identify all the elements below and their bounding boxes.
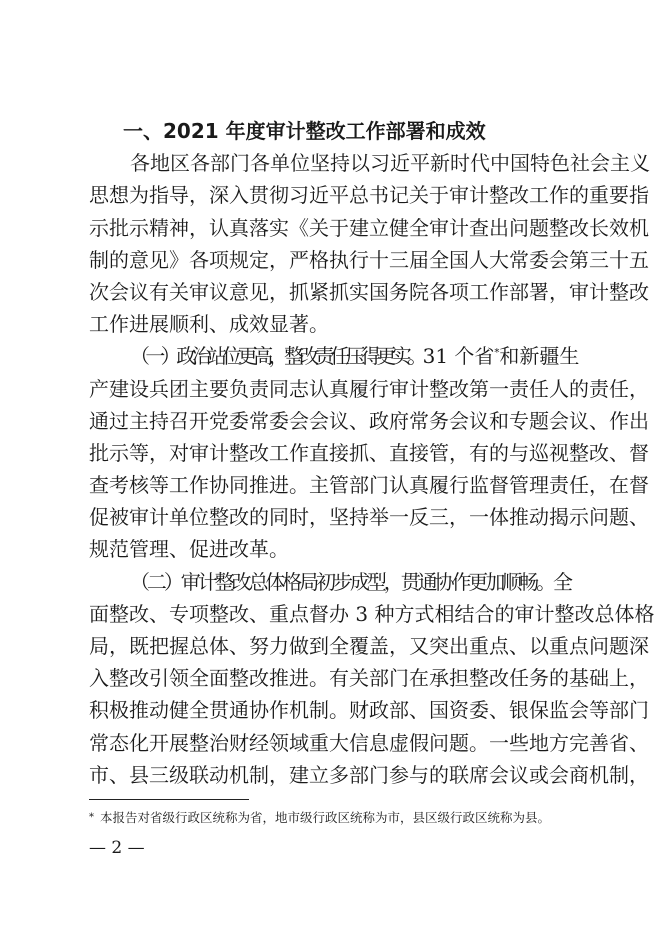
text-line [89,340,580,372]
text-line: 查考核等工作协同推进。主管部门认真履行监督管理责任，在督 [89,473,649,498]
text-line: 通过主持召开党委常委会会议、政府常务会议和专题会议、作出 [89,408,649,433]
text-line: 产建设兵团主要负责同志认真履行审计整改第一责任人的责任， [89,376,649,401]
text-line: 局，既把握总体、努力做到全覆盖，又突出重点、以重点问题深 [89,634,649,658]
subheading-lead: （二）审计整改总体格局初步成型，贯通协作更加顺畅。 [130,569,553,594]
text-run: 全 [553,569,573,594]
section-heading: 一、2021 年度审计整改工作部署和成效 [123,119,486,143]
text-line: 积极推动健全贯通协作机制。财政部、国资委、银保监会等部门 [89,698,649,723]
text-line: 各地区各部门各单位坚持以习近平新时代中国特色社会主义 [130,151,650,176]
footnote-text: 本报告对省级行政区统称为省，地市级行政区统称为市，县区级行政区统称为县。 [100,810,551,825]
text-line [89,566,573,598]
text-run: 31 个省 [422,344,495,369]
text-line: 工作进展顺利、成效显著。 [89,312,329,337]
text-line: 入整改引领全面整改推进。有关部门在承担整改任务的基础上， [89,666,649,691]
paragraph-1 [89,147,650,340]
page-number: — 2 — [89,838,145,858]
text-line: 常态化开展整治财经领域重大信息虚假问题。一些地方完善省、 [89,730,649,755]
text-line: 制的意见》各项规定，严格执行十三届全国人大常委会第三十五 [89,247,649,272]
text-line: 示批示精神，认真落实《关于建立健全审计查出问题整改长效机 [89,215,649,240]
paragraph-2 [89,340,649,565]
text-line: 批示等，对审计整改工作直接抓、直接管，有的与巡视整改、督 [89,440,649,465]
paragraph-3 [89,566,655,791]
footnote-divider [89,799,249,800]
subheading-lead: （一）政治站位更高，整改责任压得更实。 [130,344,423,369]
footnote [89,809,550,827]
text-line: 面整改、专项整改、重点督办 3 种方式相结合的审计整改总体格 [89,601,655,626]
text-line: 次会议有关审议意见，抓紧抓实国务院各项工作部署，审计整改 [89,279,649,304]
footnote-reference[interactable]: * [494,347,500,359]
text-line: 促被审计单位整改的同时，坚持举一反三，一体推动揭示问题、 [89,505,649,530]
text-run: 和新疆生 [499,344,580,369]
text-line: 规范管理、促进改革。 [89,537,289,562]
text-line: 市、县三级联动机制，建立多部门参与的联席会议或会商机制， [89,762,649,787]
document-body [89,115,655,791]
footnote-mark: * [89,812,94,823]
text-line: 思想为指导，深入贯彻习近平总书记关于审计整改工作的重要指 [89,183,649,208]
